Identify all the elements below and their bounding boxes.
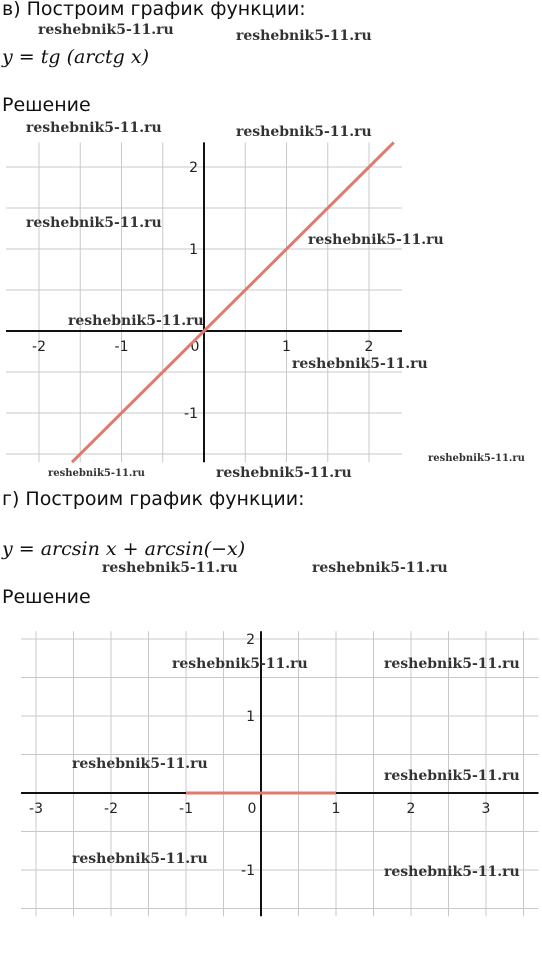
part-v-formula: y = tg (arctg x) bbox=[2, 46, 149, 68]
part-g-solution: Решение bbox=[2, 586, 91, 608]
part-g-formula: y = arcsin x + arcsin(−x) bbox=[2, 538, 246, 560]
watermark: reshebnik5-11.ru bbox=[428, 453, 525, 464]
watermark: reshebnik5-11.ru bbox=[48, 468, 145, 479]
watermark: reshebnik5-11.ru bbox=[384, 768, 520, 784]
x-tick-label: 1 bbox=[331, 801, 341, 817]
x-tick-label: 3 bbox=[481, 801, 491, 817]
watermark: reshebnik5-11.ru bbox=[26, 120, 162, 136]
part-v-heading: в) Построим график функции: bbox=[2, 0, 306, 20]
watermark: reshebnik5-11.ru bbox=[384, 864, 520, 880]
watermark: reshebnik5-11.ru bbox=[312, 560, 448, 576]
function-graph-line bbox=[72, 142, 394, 462]
part-v-solution: Решение bbox=[2, 94, 91, 116]
watermark: reshebnik5-11.ru bbox=[172, 656, 308, 672]
y-tick-label: 2 bbox=[189, 160, 198, 176]
watermark: reshebnik5-11.ru bbox=[292, 356, 428, 372]
x-tick-label: -1 bbox=[114, 339, 129, 355]
y-tick-label: 2 bbox=[246, 632, 255, 648]
part-g-heading: г) Построим график функции: bbox=[2, 488, 305, 510]
watermark: reshebnik5-11.ru bbox=[384, 656, 520, 672]
y-tick-label: -1 bbox=[241, 863, 255, 879]
watermark: reshebnik5-11.ru bbox=[72, 756, 208, 772]
x-tick-label: 1 bbox=[282, 339, 291, 355]
x-tick-label: -2 bbox=[104, 801, 118, 817]
watermark: reshebnik5-11.ru bbox=[68, 313, 204, 329]
chart-tg-arctg bbox=[0, 128, 542, 468]
y-tick-label: 1 bbox=[189, 242, 198, 258]
watermark: reshebnik5-11.ru bbox=[308, 232, 444, 248]
x-tick-label: 2 bbox=[364, 339, 374, 355]
y-tick-label: -1 bbox=[184, 406, 198, 422]
x-tick-label: 0 bbox=[247, 801, 257, 817]
x-tick-label: -1 bbox=[179, 801, 193, 817]
watermark: reshebnik5-11.ru bbox=[236, 28, 372, 44]
x-tick-label: 0 bbox=[190, 339, 200, 355]
watermark: reshebnik5-11.ru bbox=[26, 215, 162, 231]
watermark: reshebnik5-11.ru bbox=[72, 851, 208, 867]
x-tick-label: -2 bbox=[32, 339, 46, 355]
watermark: reshebnik5-11.ru bbox=[38, 22, 174, 38]
chart-arcsin-sum bbox=[0, 628, 542, 948]
watermark: reshebnik5-11.ru bbox=[236, 124, 372, 140]
x-tick-label: 2 bbox=[406, 801, 416, 817]
watermark: reshebnik5-11.ru bbox=[216, 465, 352, 481]
x-tick-label: -3 bbox=[29, 801, 43, 817]
y-tick-label: 1 bbox=[246, 709, 255, 725]
watermark: reshebnik5-11.ru bbox=[102, 560, 238, 576]
